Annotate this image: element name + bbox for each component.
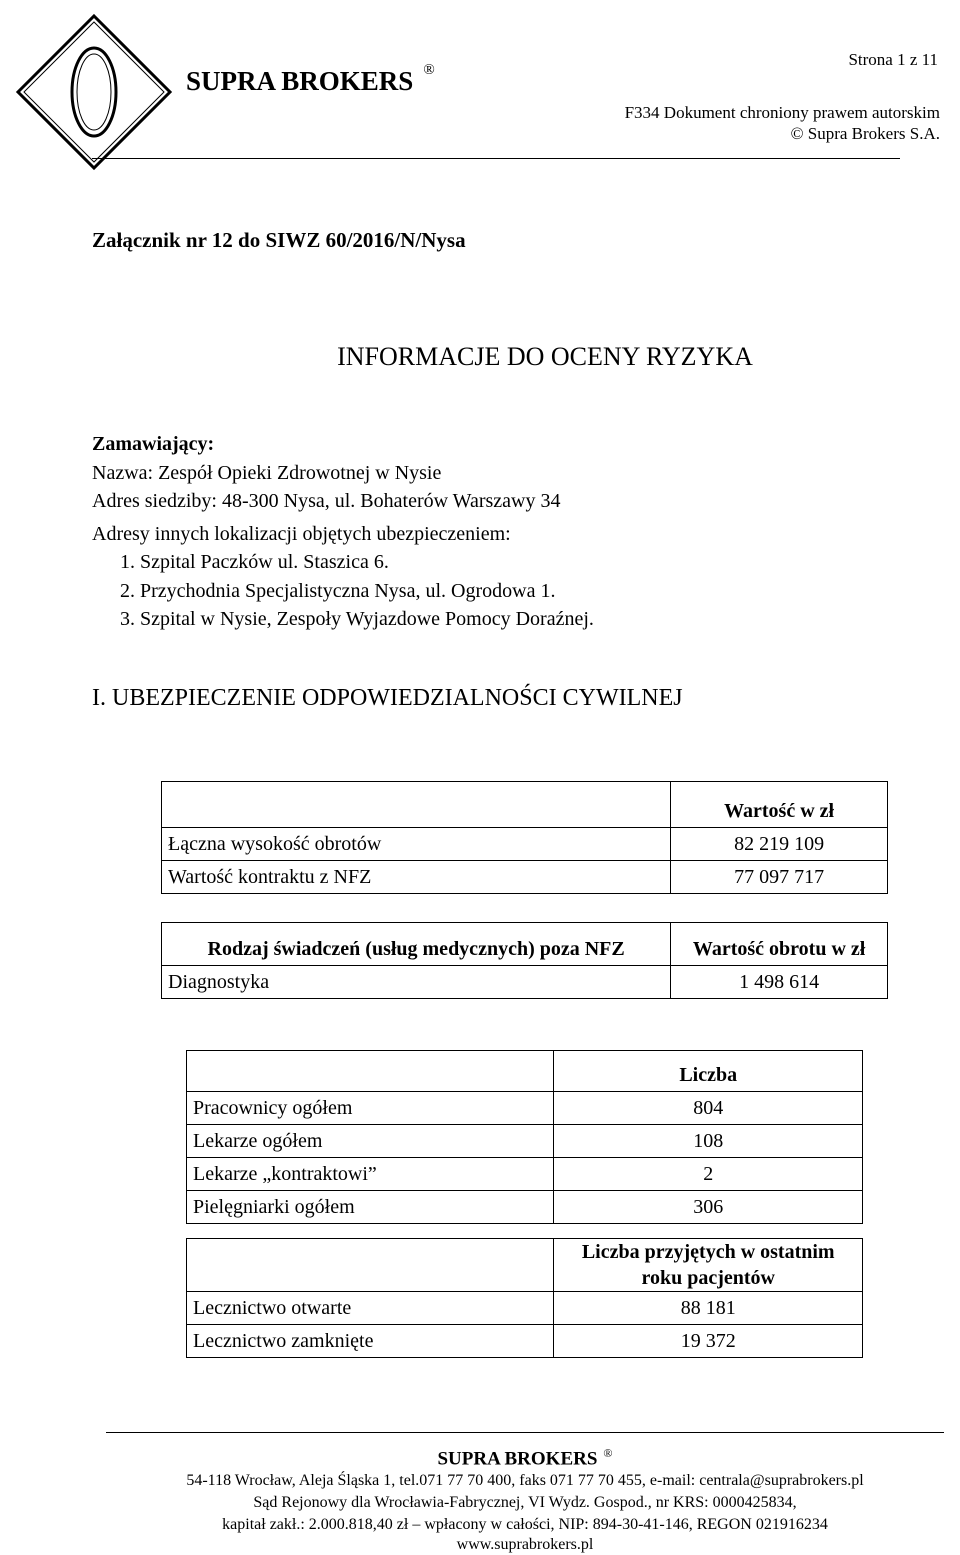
- patients-table: [186, 1238, 863, 1358]
- row-label: Lecznictwo zamknięte: [187, 1325, 554, 1358]
- turnover-table: [161, 781, 888, 894]
- client-address: Adres siedziby: 48-300 Nysa, ul. Bohaterów Warszawy 34: [92, 490, 561, 512]
- footer-address: 54-118 Wrocław, Aleja Śląska 1, tel.071 77 70 400, faks 071 77 70 455, e-mail: centrala@suprabrokers.pl: [186, 1472, 864, 1489]
- table-row: [187, 1051, 863, 1092]
- supra-brokers-logo-icon: [14, 12, 174, 172]
- page-number: Strona 1 z 11: [848, 50, 938, 69]
- client-info: [92, 430, 594, 634]
- other-locations-label: Adresy innych lokalizacji objętych ubezpieczeniem:: [92, 522, 511, 545]
- row-label: Wartość kontraktu z NFZ: [162, 861, 671, 894]
- table-header-value: Wartość w zł: [671, 782, 888, 828]
- row-value: 2: [554, 1158, 863, 1191]
- table-row: [187, 1158, 863, 1191]
- location-item: 2. Przychodnia Specjalistyczna Nysa, ul. Ogrodowa 1.: [120, 579, 556, 602]
- table-header-patients: Liczba przyjętych w ostatnim roku pacjentów: [554, 1239, 863, 1292]
- table-row: [187, 1239, 863, 1292]
- table-row: [187, 1191, 863, 1224]
- table-row: [187, 1125, 863, 1158]
- page-title: INFORMACJE DO OCENY RYZYKA: [337, 342, 753, 371]
- row-label: Lekarze „kontraktowi”: [187, 1158, 554, 1191]
- table-header-services: Rodzaj świadczeń (usług medycznych) poza NFZ: [162, 923, 671, 966]
- table-row: [187, 1292, 863, 1325]
- row-label: Pracownicy ogółem: [187, 1092, 554, 1125]
- row-value: 88 181: [554, 1292, 863, 1325]
- row-value: 108: [554, 1125, 863, 1158]
- row-label: Lecznictwo otwarte: [187, 1292, 554, 1325]
- location-item: 1. Szpital Paczków ul. Staszica 6.: [120, 551, 389, 573]
- row-value: 1 498 614: [671, 966, 888, 999]
- header-divider: [92, 158, 900, 159]
- table-row: [162, 861, 888, 894]
- row-value: 306: [554, 1191, 863, 1224]
- row-label: Lekarze ogółem: [187, 1125, 554, 1158]
- row-value: 804: [554, 1092, 863, 1125]
- table-row: [187, 1092, 863, 1125]
- client-label: Zamawiający:: [92, 433, 215, 455]
- footer-brand: SUPRA BROKERS ®: [437, 1446, 613, 1470]
- table-row: [187, 1325, 863, 1358]
- footer-court: Sąd Rejonowy dla Wrocławia-Fabrycznej, VI Wydz. Gospod., nr KRS: 0000425834,: [253, 1494, 797, 1511]
- row-value: 19 372: [554, 1325, 863, 1358]
- copyright-note: © Supra Brokers S.A.: [790, 124, 940, 143]
- row-label: Pielęgniarki ogółem: [187, 1191, 554, 1224]
- table-header-turnover: Wartość obrotu w zł: [671, 923, 888, 966]
- doc-protected-note: F334 Dokument chroniony prawem autorskim: [624, 103, 940, 122]
- table-row: [162, 923, 888, 966]
- row-value: 77 097 717: [671, 861, 888, 894]
- row-label: Diagnostyka: [162, 966, 671, 999]
- services-table: [161, 922, 888, 999]
- row-value: 82 219 109: [671, 828, 888, 861]
- client-name: Nazwa: Zespół Opieki Zdrowotnej w Nysie: [92, 461, 442, 484]
- staff-table: [186, 1050, 863, 1224]
- table-row: [162, 966, 888, 999]
- footer-capital: kapitał zakł.: 2.000.818,40 zł – wpłacony w całości, NIP: 894-30-41-146, REGON 021916234: [222, 1516, 828, 1533]
- annex-title: Załącznik nr 12 do SIWZ 60/2016/N/Nysa: [92, 228, 466, 252]
- section-title: I. UBEZPIECZENIE ODPOWIEDZIALNOŚCI CYWILNEJ: [92, 685, 683, 711]
- location-item: 3. Szpital w Nysie, Zespoły Wyjazdowe Pomocy Doraźnej.: [120, 608, 594, 630]
- table-row: [162, 828, 888, 861]
- header-brand: SUPRA BROKERS ®: [186, 62, 435, 96]
- table-row: [162, 782, 888, 828]
- footer-divider: [106, 1432, 944, 1433]
- row-label: Łączna wysokość obrotów: [162, 828, 671, 861]
- footer-website: www.suprabrokers.pl: [456, 1536, 594, 1553]
- table-header-count: Liczba: [554, 1051, 863, 1092]
